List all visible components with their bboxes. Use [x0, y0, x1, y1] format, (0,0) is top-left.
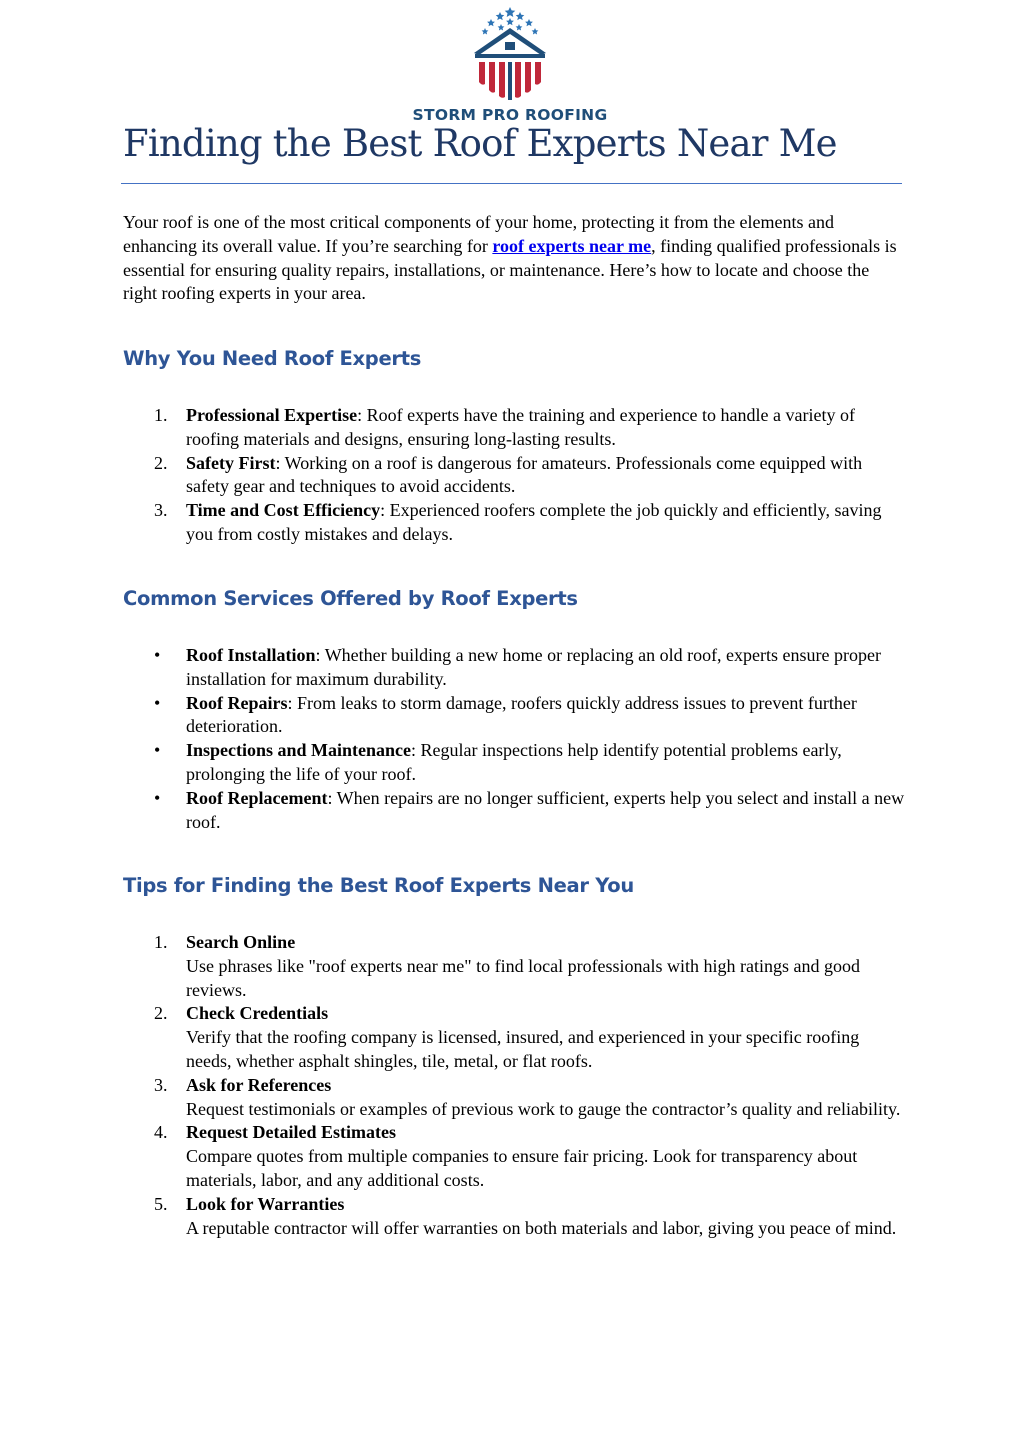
item-text: : Regular inspections help identify potential problems early, prolonging the life of your roof.	[186, 740, 842, 784]
list-item	[0, 1002, 905, 1073]
list-item	[0, 499, 905, 547]
list-number: 2.	[154, 452, 168, 473]
item-term: Request Detailed Estimates	[186, 1122, 396, 1143]
brand-name: STORM PRO ROOFING	[412, 106, 608, 124]
list-item	[0, 931, 905, 1002]
section-heading-services: Common Services Offered by Roof Experts	[123, 587, 578, 610]
brand-logo	[395, 6, 625, 124]
bullet-icon: •	[154, 645, 161, 665]
item-text: : Working on a roof is dangerous for amateurs. Professionals come equipped with safety gear and techniques to avoid accidents.	[186, 452, 863, 497]
intro-paragraph	[123, 211, 903, 306]
item-text: : When repairs are no longer sufficient, experts help you select and install a new roof.	[186, 787, 905, 832]
list-number: 1.	[154, 405, 168, 425]
storm-pro-roofing-emblem-icon	[465, 6, 555, 102]
tips-list	[0, 931, 905, 1240]
list-item	[0, 1074, 905, 1122]
list-item	[0, 644, 905, 692]
item-term: Roof Installation	[186, 645, 316, 665]
item-text: Request testimonials or examples of previous work to gauge the contractor’s quality and reliability.	[186, 1098, 901, 1119]
item-term: Look for Warranties	[186, 1193, 345, 1214]
item-text: A reputable contractor will offer warranties on both materials and labor, giving you peace of mind.	[186, 1217, 897, 1238]
item-text: Verify that the roofing company is licensed, insured, and experienced in your specific roofing needs, whether asphalt shingles, tile, metal, or flat roofs.	[186, 1027, 860, 1071]
item-term: Roof Repairs	[186, 692, 288, 713]
intro-text-before: Your roof is one of the most critical components of your home, protecting it from the elements and enhancing its overall value. If you’re searching for	[123, 212, 835, 256]
list-number: 1.	[154, 932, 168, 952]
title-divider	[121, 183, 902, 184]
item-text: : Roof experts have the training and experience to handle a variety of roofing materials and designs, ensuring long-lasting results.	[186, 405, 855, 449]
roof-experts-link[interactable]: roof experts near me	[492, 235, 652, 256]
item-text: : Experienced roofers complete the job quickly and efficiently, saving you from costly mistakes and delays.	[186, 500, 882, 544]
section-heading-tips: Tips for Finding the Best Roof Experts Near You	[123, 874, 634, 897]
item-term: Safety First	[186, 452, 276, 473]
list-item	[0, 692, 905, 740]
item-term: Ask for References	[186, 1074, 332, 1095]
intro-text-after: , finding qualified professionals is essential for ensuring quality repairs, installations, or maintenance. Here’s how to locate and choose the right roofing experts in your area.	[123, 235, 897, 304]
list-item	[0, 1121, 905, 1192]
why-list	[0, 404, 905, 547]
list-number: 3.	[154, 1074, 168, 1095]
bullet-icon: •	[154, 740, 161, 761]
list-number: 3.	[154, 500, 168, 521]
item-text: : From leaks to storm damage, roofers quickly address issues to prevent further deterioration.	[186, 692, 857, 737]
item-term: Professional Expertise	[186, 405, 358, 425]
services-list	[0, 644, 905, 834]
item-text: Use phrases like "roof experts near me" to find local professionals with high ratings and good reviews.	[186, 955, 861, 1000]
list-item	[0, 787, 905, 835]
item-text: : Whether building a new home or replacing an old roof, experts ensure proper installation for maximum durability.	[186, 645, 881, 689]
item-term: Check Credentials	[186, 1003, 329, 1024]
section-heading-why: Why You Need Roof Experts	[123, 347, 422, 370]
list-item	[0, 404, 905, 452]
list-number: 2.	[154, 1003, 168, 1024]
list-item	[0, 739, 905, 787]
list-number: 4.	[154, 1122, 168, 1143]
list-item	[0, 452, 905, 500]
bullet-icon: •	[154, 787, 161, 808]
item-term: Time and Cost Efficiency	[186, 500, 381, 521]
bullet-icon: •	[154, 692, 161, 713]
item-term: Roof Replacement	[186, 787, 328, 808]
item-term: Inspections and Maintenance	[186, 740, 412, 761]
page-title: Finding the Best Roof Experts Near Me	[123, 122, 837, 165]
list-number: 5.	[154, 1193, 168, 1214]
item-text: Compare quotes from multiple companies to ensure fair pricing. Look for transparency about materials, labor, and any additional costs.	[186, 1146, 858, 1190]
list-item	[0, 1193, 905, 1241]
item-term: Search Online	[186, 932, 296, 952]
